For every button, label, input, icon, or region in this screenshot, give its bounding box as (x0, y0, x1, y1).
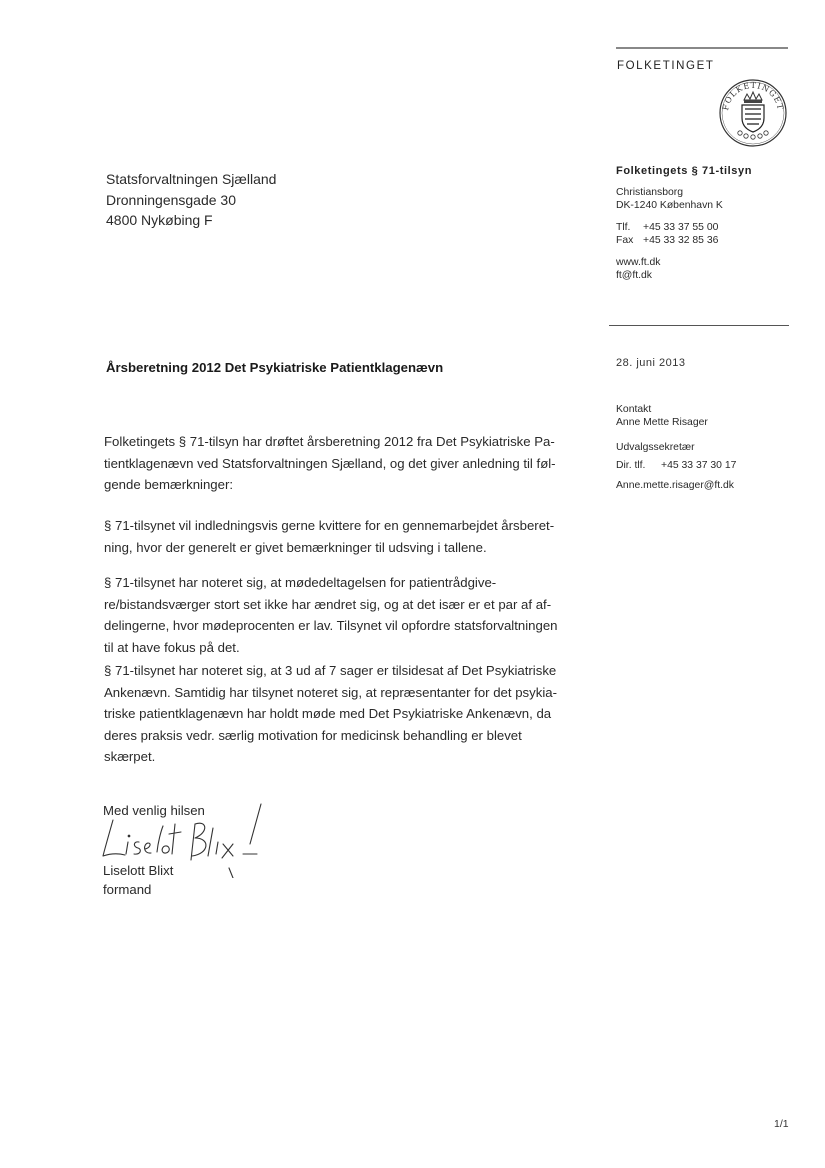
paragraph-line: § 71-tilsynet vil indledningsvis gerne kvittere for en gennemarbejdet årsberet- (104, 518, 555, 533)
recipient-address (106, 169, 276, 231)
recipient-line: Dronningensgade 30 (106, 191, 236, 208)
website-link[interactable]: www.ft.dk (616, 257, 661, 268)
recipient-line: 4800 Nykøbing F (106, 212, 213, 228)
fax-label: Fax (616, 235, 634, 247)
sender-title: Folketingets § 71-tilsyn (616, 165, 753, 177)
contact-email-link[interactable]: Anne.mette.risager@ft.dk (616, 480, 734, 491)
sender-divider (609, 325, 789, 326)
paragraph-line: delingerne, hvor mødeprocenten er lav. Tilsynet vil opfordre statsforvaltningen (104, 618, 558, 633)
organization-name: FOLKETINGET (617, 60, 715, 72)
page-number: 1/1 (774, 1118, 789, 1130)
closing-greeting: Med venlig hilsen (103, 803, 205, 818)
recipient-line: Statsforvaltningen Sjælland (106, 171, 277, 187)
contact-direct (616, 459, 736, 472)
paragraph-line: deres praksis vedr. særlig motivation for medicinsk behandling er blevet (104, 727, 522, 743)
paragraph (104, 660, 594, 768)
sender-address (616, 186, 723, 212)
direct-phone-label: Dir. tlf. (616, 460, 646, 471)
sender-address-line: Christiansborg (616, 187, 683, 198)
paragraph-line: Ankenævn. Samtidig har tilsynet noteret sig, at repræsentanter for det psykia- (104, 684, 557, 700)
phone-row (616, 221, 718, 234)
paragraph-line: tientklagenævn ved Statsforvaltningen Sjælland, og det giver anledning til føl- (104, 455, 556, 471)
fax-row (616, 234, 718, 247)
paragraph (104, 572, 594, 658)
letter-date: 28. juni 2013 (616, 357, 686, 369)
paragraph-line: re/bistandsværger stort set ikke har ændret sig, og at det især er et par af af- (104, 596, 552, 612)
contact-name: Anne Mette Risager (616, 417, 708, 429)
sender-address-line: DK-1240 København K (616, 200, 723, 212)
letter-subject: Årsberetning 2012 Det Psykiatriske Patientklagenævn (106, 360, 444, 375)
signatory-role: formand (103, 882, 152, 897)
paragraph-line: gende bemærkninger: (104, 477, 234, 492)
phone-label: Tlf. (616, 222, 631, 233)
paragraph (104, 515, 594, 558)
direct-phone-number: +45 33 37 30 17 (661, 460, 737, 471)
paragraph (104, 431, 594, 496)
paragraph-line: Folketingets § 71-tilsyn har drøftet årsberetning 2012 fra Det Psykiatriske Pa- (104, 434, 555, 449)
phone-number: +45 33 37 55 00 (643, 222, 719, 233)
paragraph-line: § 71-tilsynet har noteret sig, at mødedeltagelsen for patientrådgive- (104, 575, 497, 590)
contact-role: Udvalgssekretær (616, 442, 695, 453)
paragraph-line: skærpet. (104, 749, 156, 764)
contact-label: Kontakt (616, 404, 652, 415)
paragraph-line: ning, hvor der generelt er givet bemærkninger til udsving i tallene. (104, 539, 487, 555)
paragraph-line: § 71-tilsynet har noteret sig, at 3 ud af 7 sager er tilsidesat af Det Psykiatriske (104, 663, 557, 678)
parliament-seal-icon (718, 78, 788, 148)
top-rule (616, 47, 788, 49)
sender-web (616, 256, 660, 282)
fax-number: +45 33 32 85 36 (643, 235, 719, 247)
paragraph-line: triske patientklagenævn har holdt møde med Det Psykiatriske Ankenævn, da (104, 706, 552, 721)
sender-phones (616, 221, 718, 247)
svg-text:FOLKETINGET: FOLKETINGET (721, 80, 785, 112)
signatory-name: Liselott Blixt (103, 863, 174, 878)
signatory (103, 861, 173, 899)
contact-block (616, 403, 708, 429)
email-link[interactable]: ft@ft.dk (616, 270, 652, 282)
paragraph-line: til at have fokus på det. (104, 639, 240, 655)
